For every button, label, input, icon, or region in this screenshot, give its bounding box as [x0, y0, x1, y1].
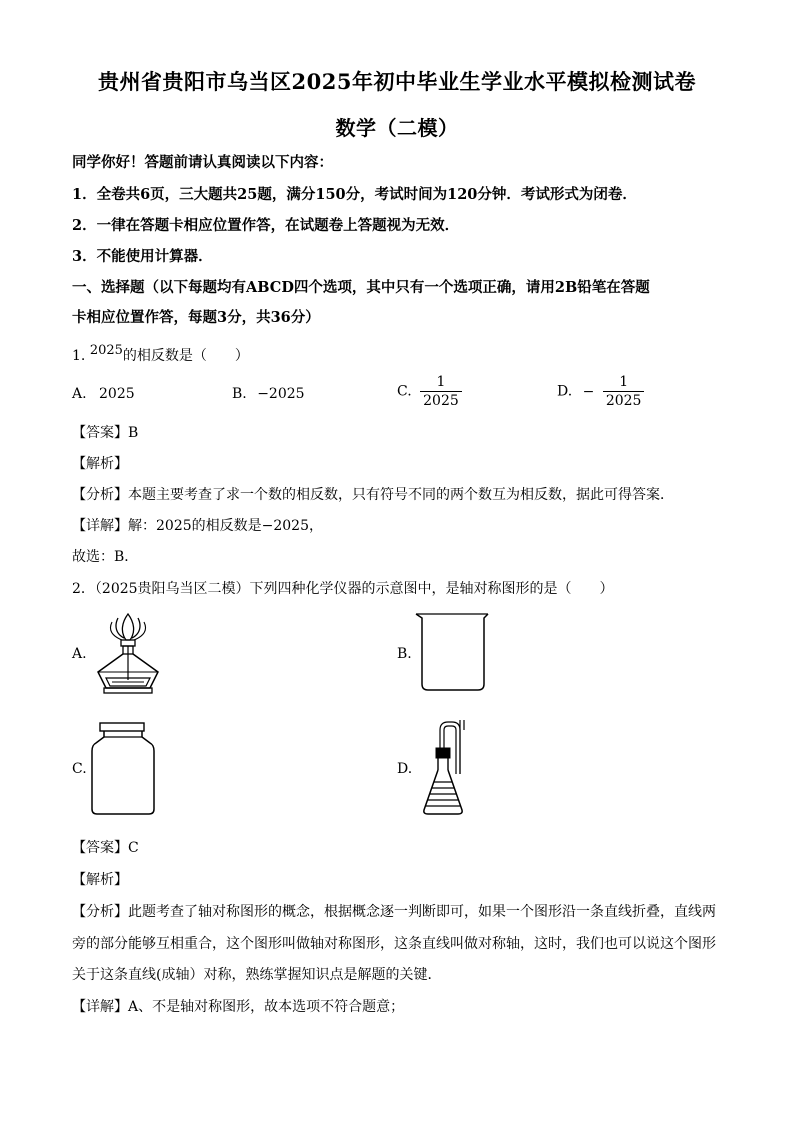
notice-item-3: 3．不能使用计算器． — [72, 248, 213, 265]
q1-option-d — [557, 373, 644, 410]
q1-option-d-denominator: 2025 — [605, 393, 642, 409]
q1-analysis-label: 【解析】 — [72, 456, 128, 472]
q2-option-d-label: D. — [397, 761, 413, 777]
q2-option-a-label: A. — [72, 646, 87, 662]
q2-answer: 【答案】C — [72, 840, 139, 856]
q1-detail: 【详解】解：2025的相反数是−2025， — [72, 518, 323, 534]
q2-option-b-label: B. — [397, 646, 412, 662]
q1-analysis: 【分析】本题主要考查了求一个数的相反数，只有符号不同的两个数互为相反数，据此可得答案． — [72, 487, 674, 503]
q2-analysis-line2: 旁的部分能够互相重合，这个图形叫做轴对称图形，这条直线叫做对称轴，这时，我们也可以说这个图形 — [72, 936, 716, 952]
q1-answer: 【答案】B — [72, 425, 139, 441]
q1-option-d-sign: − — [582, 383, 595, 400]
q1-option-d-fraction — [603, 373, 645, 410]
q1-stem — [72, 345, 249, 365]
beaker-icon — [414, 612, 490, 692]
q1-option-d-label: D. — [557, 383, 573, 400]
reagent-bottle-icon — [90, 721, 156, 817]
section-heading-line1: 一、选择题（以下每题均有ABCD四个选项，其中只有一个选项正确，请用2B铅笔在答题 — [72, 279, 650, 296]
q1-option-a-label: A. — [72, 386, 87, 402]
q2-analysis-line1: 【分析】此题考查了轴对称图形的概念，根据概念逐一判断即可，如果一个图形沿一条直线折叠，直线两 — [72, 904, 716, 920]
q1-option-b-label: B. — [232, 386, 247, 402]
q2-analysis-line3: 关于这条直线(成轴）对称，熟练掌握知识点是解题的关键． — [72, 967, 442, 983]
q1-option-c — [397, 373, 462, 410]
alcohol-lamp-icon — [92, 608, 164, 694]
q1-option-c-denominator: 2025 — [423, 393, 459, 409]
q2-stem: 2．（2025贵阳乌当区二模）下列四种化学仪器的示意图中，是轴对称图形的是（ ） — [72, 581, 614, 597]
q1-number: 1. — [72, 348, 86, 364]
q1-option-c-label: C. — [397, 383, 412, 400]
conical-flask-icon — [420, 718, 480, 818]
exam-subtitle: 数学（二模） — [335, 116, 459, 140]
q1-option-b-value: −2025 — [257, 386, 305, 402]
notice-item-2: 2．一律在答题卡相应位置作答，在试题卷上答题视为无效． — [72, 217, 460, 234]
q2-analysis-label: 【解析】 — [72, 872, 128, 888]
q1-option-c-numerator: 1 — [420, 373, 462, 392]
q1-stem-text: 的相反数是（ ） — [122, 348, 249, 364]
q1-conclusion: 故选：B． — [72, 549, 139, 565]
q2-option-c-label: C. — [72, 761, 87, 777]
exam-title: 贵州省贵阳市乌当区2025年初中毕业生学业水平模拟检测试卷 — [98, 69, 696, 94]
q1-option-a — [72, 386, 135, 402]
notice-item-1: 1．全卷共6页，三大题共25题，满分150分，考试时间为120分钟．考试形式为闭卷． — [72, 186, 637, 203]
notice-greeting: 同学你好！答题前请认真阅读以下内容： — [72, 154, 333, 171]
q1-option-d-numerator: 1 — [603, 373, 645, 392]
q1-option-a-value: 2025 — [99, 386, 135, 402]
q1-option-b — [232, 386, 305, 402]
q1-option-c-fraction — [420, 373, 462, 410]
section-heading-line2: 卡相应位置作答，每题3分，共36分） — [72, 309, 320, 326]
q2-detail: 【详解】A、不是轴对称图形，故本选项不符合题意； — [72, 999, 405, 1015]
q1-expression: 2025 — [89, 343, 123, 358]
